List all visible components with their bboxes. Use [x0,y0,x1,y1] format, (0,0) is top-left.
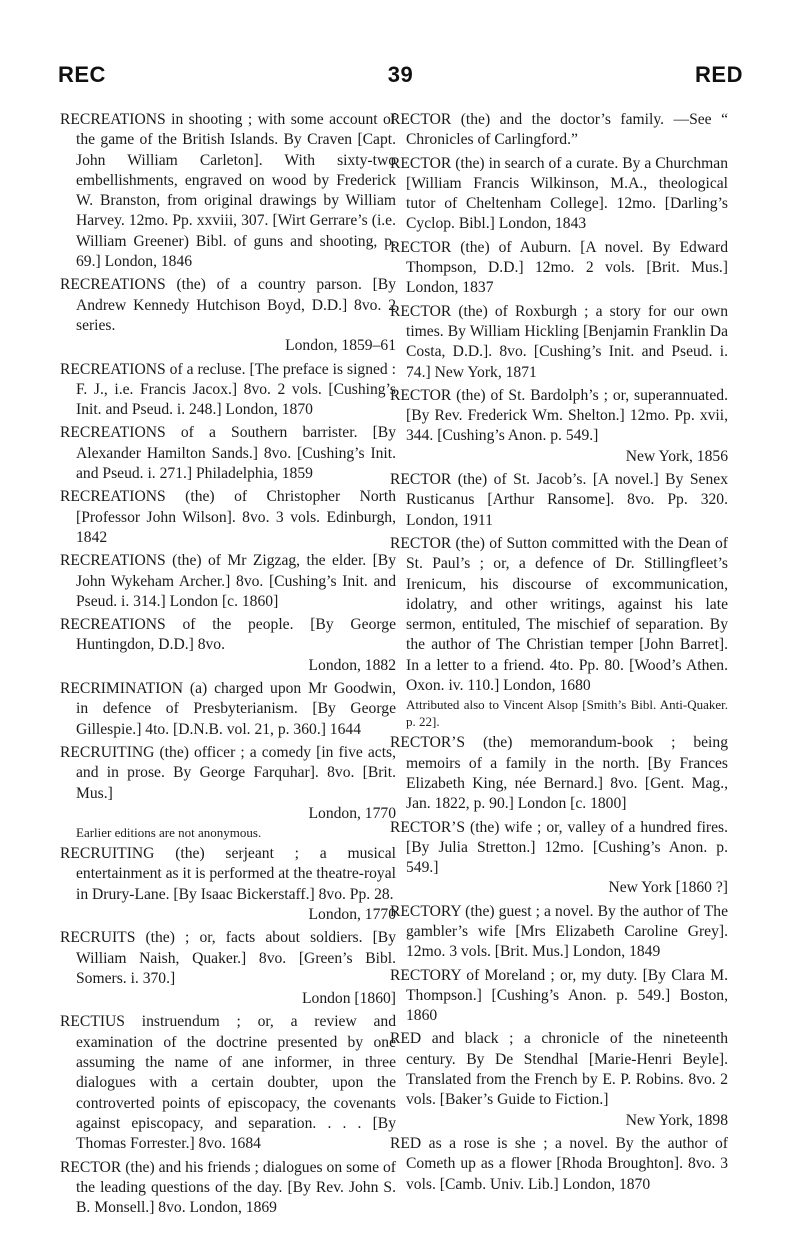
entry-text: RECREATIONS of the people. [By George Huntingdon, D.D.] 8vo. [60,616,396,654]
right-column [390,110,728,1198]
catalogue-entry [60,1158,396,1219]
entry-text: RECREATIONS in shooting ; with some account of the game of the British Islands. By Craven [Capt. John William Carleton]. With sixty-two embellishments, engraved on wood by Frederick W. Branston, from original drawings by William Harvey. 12mo. Pp. xxviii, 307. [Wirt Gerrare’s (i.e. William Greener) Bibl. of guns and shooting, p. 69.] London, 1846 [60,111,396,271]
entry-text: RECTOR (the) of Roxburgh ; a story for our own times. By William Hickling [Benjamin Franklin Da Costa, D.D.]. 8vo. [Cushing’s Init. and Pseud. i. 74.] New York, 1871 [390,302,728,381]
catalogue-entry [60,423,396,484]
catalogue-entry [60,928,396,1009]
catalogue-entry [60,275,396,356]
catalogue-entry [390,1134,728,1195]
entry-imprint: New York, 1856 [625,447,728,465]
entry-text: RECTOR (the) of Auburn. [A novel. By Edward Thompson, D.D.] 12mo. 2 vols. [Brit. Mus.] London, 1837 [390,238,728,297]
entry-text: RECTOR’S (the) wife ; or, valley of a hundred fires. [By Julia Stretton.] 12mo. [Cushing’s Anon. p. 549.] [390,818,728,877]
catalogue-entry [390,238,728,299]
catalogue-entry [60,487,396,548]
catalogue-entry [390,733,728,814]
catalogue-entry [390,818,728,899]
entry-imprint: New York [1860 ?] [608,879,728,897]
catalogue-entry [60,1012,396,1154]
catalogue-entry [390,154,728,235]
entry-text: RECTOR (the) and the doctor’s family. —See “ Chronicles of Carlingford.” [390,111,728,149]
entry-text: RECTOR’S (the) memorandum-book ; being memoirs of a family in the north. [By Frances Elizabeth King, née Bernard.] 8vo. [Gent. Mag., Jan. 1822, p. 90.] London [c. 1800] [390,734,728,813]
entry-text: RECRUITS (the) ; or, facts about soldiers. [By William Naish, Quaker.] 8vo. [Green’s Bibl. Somers. i. 370.] [60,929,396,987]
catalogue-entry [390,966,728,1027]
entry-imprint: London, 1770 [308,804,396,822]
entry-text: RECRIMINATION (a) charged upon Mr Goodwin, in defence of Presbyterianism. [By George Gillespie.] 4to. [D.N.B. vol. 21, p. 360.] 1644 [60,680,396,738]
header-right: RED [695,62,743,87]
entry-imprint: London, 1882 [308,656,396,674]
entry-text: RECTOR (the) of St. Bardolph’s ; or, superannuated. [By Rev. Frederick Wm. Shelton.] 12mo. Pp. xvii, 344. [Cushing’s Anon. p. 549.] [390,386,728,445]
header-left: REC [58,62,106,87]
catalogue-entry [60,110,396,272]
catalogue-entry [390,386,728,467]
entry-imprint: London [1860] [302,990,396,1008]
entry-text: RED and black ; a chronicle of the nineteenth century. By De Stendhal [Marie-Henri Beyle]. Translated from the French by E. P. Robins. 8vo. 2 vols. [Baker’s Guide to Fiction.] [390,1030,728,1109]
catalogue-entry [390,470,728,531]
entry-text: RECRUITING (the) officer ; a comedy [in five acts, and in prose. By George Farquhar]. 8vo. [Brit. Mus.] [60,743,396,802]
catalogue-entry [390,110,728,151]
catalogue-entry [390,902,728,963]
entry-text: RECTOR (the) of Sutton committed with the Dean of St. Paul’s ; or, a defence of Dr. Stillingfleet’s Irenicum, his discourse of excommunication, idolatry, and other writings, against his late sermon, entituled, The mischief of separation. By the author of The Christian temper [John Barret]. In a letter to a friend. 4to. Pp. 80. [Wood’s Athen. Oxon. iv. 110.] London, 1680 [390,534,728,695]
catalogue-entry [390,1029,728,1130]
entry-note: Earlier editions are not anonymous. [76,825,262,841]
entry-text: RECREATIONS of a recluse. [The preface is signed : F. J., i.e. Francis Jacox.] 8vo. 2 vols. [Cushing’s Init. and Pseud. i. 248.] London, 1870 [60,360,396,419]
entry-text: RECTOR (the) in search of a curate. By a Churchman [William Francis Wilkinson, M.A., theological tutor of Cheltenham College]. 12mo. [Darling’s Cyclop. Bibl.] London, 1843 [390,154,728,233]
catalogue-entry [60,360,396,421]
entry-text: RECREATIONS of a Southern barrister. [By Alexander Hamilton Sands.] 8vo. [Cushing’s Init. and Pseud. i. 271.] Philadelphia, 1859 [60,424,396,483]
entry-text: RECRUITING (the) serjeant ; a musical entertainment as it is performed at the theatre-royal in Drury-Lane. [By Isaac Bickerstaff.] 8vo. Pp. 28. [60,845,396,903]
catalogue-entry [60,679,396,740]
left-column [60,110,396,1221]
page-number: 39 [387,62,414,87]
entry-text: RECTOR (the) and his friends ; dialogues on some of the leading questions of the day. [By Rev. John S. B. Monsell.] 8vo. London, 1869 [60,1158,396,1217]
entry-imprint: London, 1859–61 [285,337,396,355]
entry-text: RECTORY of Moreland ; or, my duty. [By Clara M. Thompson.] [Cushing’s Anon. p. 549.] Boston, 1860 [390,966,728,1025]
running-header [0,62,801,92]
entry-text: RECREATIONS (the) of Christopher North [Professor John Wilson]. 8vo. 3 vols. Edinburgh, 1842 [60,488,396,546]
entry-text: RECREATIONS (the) of Mr Zigzag, the elder. [By John Wykeham Archer.] 8vo. [Cushing’s Init. and Pseud. i. 314.] London [c. 1860] [60,552,396,610]
entry-text: RECTORY (the) guest ; a novel. By the author of The gambler’s wife [Mrs Elizabeth Caroline Grey]. 12mo. 3 vols. [Brit. Mus.] London, 1849 [390,902,728,961]
entry-note: Attributed also to Vincent Alsop [Smith’s Bibl. Anti-Quaker. p. 22]. [406,697,728,730]
entry-text: RECTIUS instruendum ; or, a review and examination of the doctrine presented by one assuming the name of ane informer, in three dialogues with a certain doubter, upon the controverted points of episcopacy, the covenants against episcopacy, and separation. . . . [By Thomas Forrester.] 8vo. 1684 [60,1013,396,1153]
entry-text: RED as a rose is she ; a novel. By the author of Cometh up as a flower [Rhoda Broughton]. 8vo. 3 vols. [Camb. Univ. Lib.] London, 1870 [390,1134,728,1193]
entry-imprint: London, 1770 [308,905,396,923]
catalogue-entry [60,743,396,841]
entry-text: RECREATIONS (the) of a country parson. [By Andrew Kennedy Hutchison Boyd, D.D.] 8vo. 2 series. [60,276,396,334]
entry-imprint: New York, 1898 [625,1111,728,1129]
catalogue-entry [390,534,728,730]
catalogue-entry [390,302,728,383]
catalogue-entry [60,844,396,925]
entry-text: RECTOR (the) of St. Jacob’s. [A novel.] By Senex Rusticanus [Arthur Ransome]. 8vo. Pp. 320. London, 1911 [390,471,728,529]
catalogue-entry [60,615,396,676]
catalogue-entry [60,551,396,612]
